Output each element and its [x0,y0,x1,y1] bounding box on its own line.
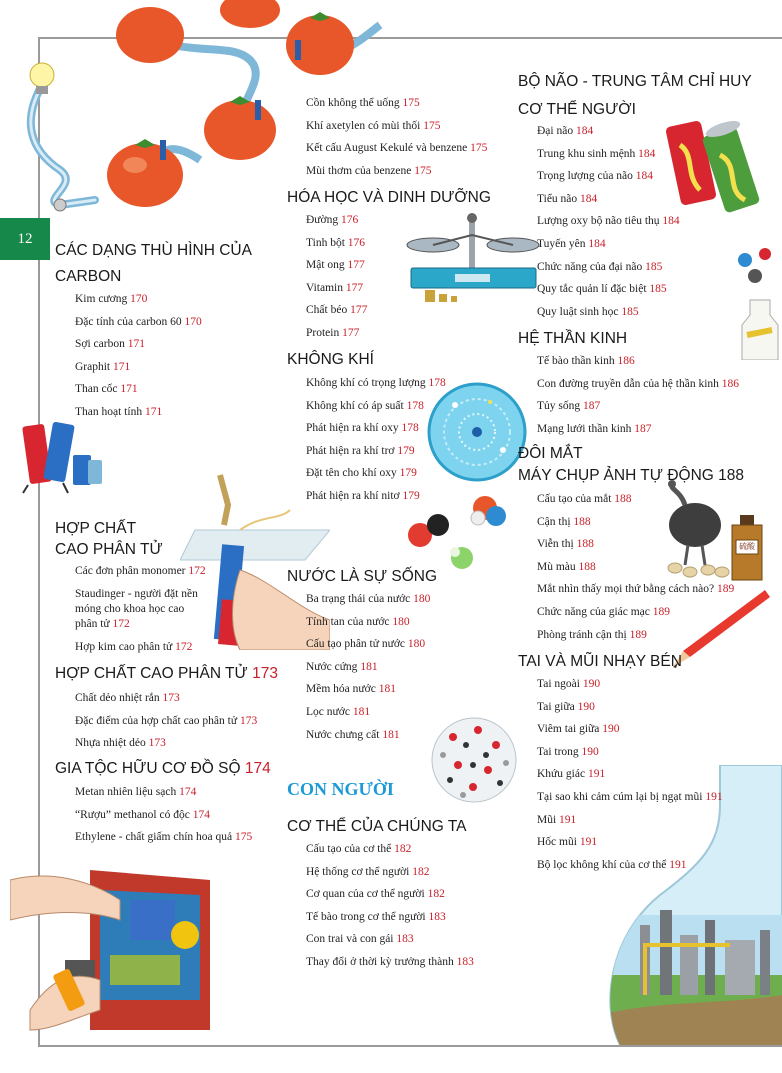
entries-col2-continued [306,92,487,182]
toc-entry[interactable]: Lọc nước 181 [306,705,371,718]
entries-water [306,588,430,746]
toc-entry[interactable]: Tế bào trong cơ thể người 183 [306,910,446,923]
toc-entry[interactable]: Mắt nhìn thấy mọi thứ bằng cách nào? 189 [537,583,735,596]
section-heading-nervous-system: HỆ THẦN KINH [518,330,628,347]
toc-entry[interactable]: Tính tan của nước 180 [306,615,410,628]
page-number: 12 [0,218,50,260]
toc-entry[interactable]: Lượng oxy bộ não tiêu thụ 184 [537,215,680,228]
molecule-bottle-illustration [725,240,782,360]
toc-entry[interactable]: Tai ngoài 190 [537,678,601,690]
entries-high-polymer [75,687,257,755]
toc-entry[interactable]: Tinh bột 176 [306,236,366,249]
toc-entry[interactable]: Chất béo 177 [306,304,368,317]
toc-entry[interactable]: Tuyến yên 184 [537,237,606,250]
toc-entry[interactable]: Nhựa nhiệt dẻo 173 [75,737,166,750]
toc-entry[interactable]: Ethylene - chất giấm chín hoa quả 175 [75,831,253,844]
toc-entry[interactable]: Mềm hóa nước 181 [306,683,396,696]
section-heading-eyes: ĐÔI MẮT MÁY CHỤP ẢNH TỰ ĐỘNG 188 [518,445,745,484]
section-heading-carbon-allotropes: CÁC DẠNG THÙ HÌNH CỦA CARBON [55,242,252,285]
section-heading-polymer-compounds: HỢP CHẤT CAO PHÂN TỬ [55,520,163,558]
section-heading-our-body: CƠ THỂ CỦA CHÚNG TA [287,818,467,835]
toc-entry[interactable]: Cấu tạo của cơ thể 182 [306,843,412,855]
entries-brain [537,120,680,323]
toc-entry[interactable]: Khí axetylen có mùi thối 175 [306,119,441,132]
toc-entry[interactable]: Đại não 184 [537,125,594,137]
toc-entry[interactable]: Không khí có trọng lượng 178 [306,377,446,389]
toc-entry[interactable]: “Rượu” methanol có độc 174 [75,808,210,821]
toc-entry[interactable]: Nước chưng cất 181 [306,728,400,741]
toc-entry[interactable]: Các đơn phân monomer 172 [75,565,206,577]
toc-entry[interactable]: Không khí có áp suất 178 [306,399,424,412]
toc-entry[interactable]: Phát hiện ra khí trơ 179 [306,444,415,457]
toc-entry[interactable]: Nước cứng 181 [306,660,378,673]
toc-entry[interactable]: Staudinger - người đặt nền móng cho khoa học cao phân tử 172 [75,587,198,630]
toc-entry[interactable]: Viêm tai giữa 190 [537,723,620,736]
toc-entry[interactable]: Quy tắc quản lí đặc biệt 185 [537,283,667,296]
toc-entry[interactable]: Mù màu 188 [537,560,596,573]
toc-entry[interactable]: Kim cương 170 [75,293,148,305]
toc-entry[interactable]: Tai giữa 190 [537,700,595,713]
toc-entry[interactable]: Viễn thị 188 [537,538,594,551]
toc-entry[interactable]: Tại sao khi cảm cúm lại bị ngạt mũi 191 [537,790,723,803]
toc-entry[interactable]: Quy luật sinh học 185 [537,305,639,318]
entries-nervous-system [537,350,739,440]
toc-entry[interactable]: Khứu giác 191 [537,768,606,781]
part-title-human: CON NGƯỜI [287,779,394,799]
toc-entry[interactable]: Chất dẻo nhiệt rắn 173 [75,692,180,704]
toc-entry[interactable]: Trọng lượng của não 184 [537,170,654,183]
entries-organic-family [75,781,252,849]
section-heading-ears-nose: TAI VÀ MŨI NHẠY BÉN [518,653,682,670]
toc-entry[interactable]: Con trai và con gái 183 [306,933,414,946]
frame-bottom-line [38,1045,782,1047]
toc-entry[interactable]: Chức năng của đại não 185 [537,260,663,273]
entries-polymer-compounds [75,560,206,658]
toc-entry[interactable]: Hốc mũi 191 [537,836,598,849]
entries-air [306,372,446,508]
toc-entry[interactable]: Cấu tạo phân tử nước 180 [306,638,426,651]
entries-chemistry-nutrition [306,209,367,345]
entries-our-body [306,838,474,974]
section-heading-brain: BỘ NÃO - TRUNG TÂM CHỈ HUY CƠ THỂ NGƯỜI [518,73,752,118]
balance-scale-illustration [405,210,540,310]
toc-entry[interactable]: Tủy sống 187 [537,400,601,413]
toc-entry[interactable]: Cấu tạo của mắt 188 [537,493,632,505]
toc-entry[interactable]: Sợi carbon 171 [75,338,145,351]
toc-entry[interactable]: Kết cấu August Kekulé và benzene 175 [306,142,488,155]
toc-entry[interactable]: Ba trạng thái của nước 180 [306,593,431,605]
toc-entry[interactable]: Đường 176 [306,214,359,226]
toc-entry[interactable]: Mùi thơm của benzene 175 [306,164,432,177]
toc-entry[interactable]: Phát hiện ra khí oxy 178 [306,422,419,435]
toc-entry[interactable]: Con đường truyền dẫn của hệ thần kinh 186 [537,377,740,390]
toc-entry[interactable]: Đặc điểm của hợp chất cao phân tử 173 [75,714,258,727]
toc-entry[interactable]: Tế bào thần kinh 186 [537,355,635,367]
toc-entry[interactable]: Phát hiện ra khí nitơ 179 [306,489,420,502]
toc-entry[interactable]: Mật ong 177 [306,259,365,272]
toc-entry[interactable]: Vitamin 177 [306,281,364,294]
vending-machine-illustration [10,860,220,1040]
section-heading-high-polymer: HỢP CHẤT CAO PHÂN TỬ 173 [55,665,278,682]
toc-entry[interactable]: Tai trong 190 [537,745,599,758]
toc-entry[interactable]: Bộ lọc không khí của cơ thể 191 [537,858,687,871]
toc-entry[interactable]: Trung khu sinh mệnh 184 [537,147,656,160]
toc-entry[interactable]: Phòng tránh cận thị 189 [537,628,647,641]
toc-entry[interactable]: Hợp kim cao phân tử 172 [75,640,193,653]
toc-entry[interactable]: Mũi 191 [537,813,577,826]
entries-carbon-allotropes [75,288,202,424]
toc-entry[interactable]: Đặc tính của carbon 60 170 [75,315,202,328]
toc-entry[interactable]: Graphit 171 [75,360,131,373]
toc-entry[interactable]: Cận thị 188 [537,515,591,528]
toc-entry[interactable]: Chức năng của giác mạc 189 [537,605,671,618]
toc-entry[interactable]: Tiểu não 184 [537,192,598,205]
bottle-label: 硫酸 [739,542,755,551]
toc-entry[interactable]: Than hoạt tính 171 [75,405,163,418]
entries-ears-nose [537,673,723,876]
entries-eyes [537,488,734,646]
toc-entry[interactable]: Cơ quan của cơ thể người 182 [306,888,445,901]
toc-entry[interactable]: Cồn không thể uống 175 [306,97,420,109]
toc-entry[interactable]: Đặt tên cho khí oxy 179 [306,467,417,480]
toc-entry[interactable]: Metan nhiên liệu sạch 174 [75,786,197,798]
magnets-illustration [18,415,108,495]
toc-entry[interactable]: Than cốc 171 [75,383,138,396]
toc-entry[interactable]: Thay đổi ở thời kỳ trưởng thành 183 [306,955,474,968]
toc-entry[interactable]: Hệ thống cơ thể người 182 [306,865,430,878]
water-molecules-sphere-illustration [428,715,520,805]
section-heading-organic-family: GIA TỘC HỮU CƠ ĐỒ SỘ 174 [55,760,271,777]
toc-entry[interactable]: Mạng lưới thần kinh 187 [537,422,652,435]
section-heading-air: KHÔNG KHÍ [287,351,374,368]
section-heading-chemistry-nutrition: HÓA HỌC VÀ DINH DƯỠNG [287,189,491,206]
section-heading-water: NƯỚC LÀ SỰ SỐNG [287,568,438,585]
toc-entry[interactable]: Protein 177 [306,326,360,339]
